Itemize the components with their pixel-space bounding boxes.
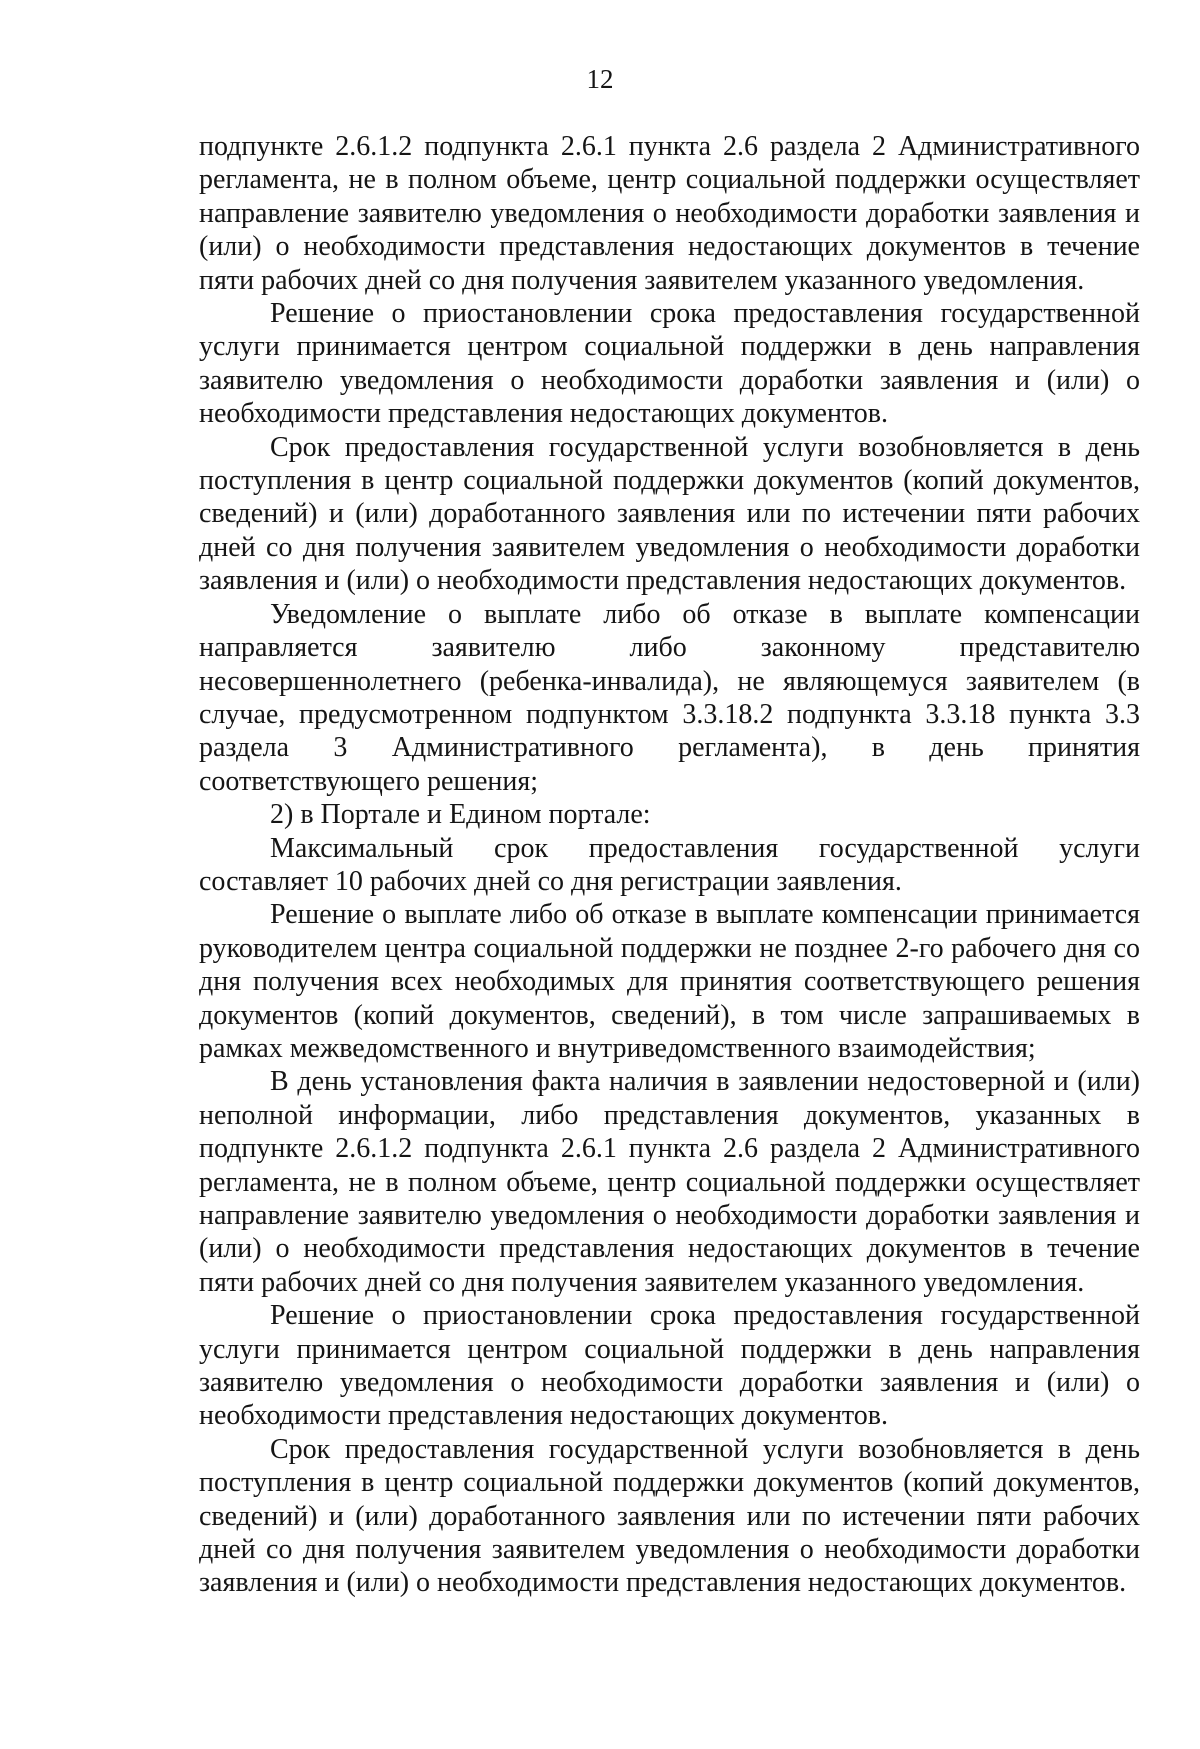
document-body [199,130,1140,1600]
paragraph-max-term: Максимальный срок предоставления государственной услуги составляет 10 рабочих дней со дня регистрации заявления. [199,832,1140,897]
paragraph-term-resumption: Срок предоставления государственной услуги возобновляется в день поступления в центр социальной поддержки документов (копий документов, сведений) и (или) доработанного заявления или по истечении пяти рабочих дней со дня получения заявителем уведомления о необходимости доработки заявления и (или) о необходимости представления недостающих документов. [199,431,1140,597]
paragraph-payment-decision: Решение о выплате либо об отказе в выплате компенсации принимается руководителем центра социальной поддержки не позднее 2-го рабочего дня со дня получения всех необходимых для принятия соответствующего решения документов (копий документов, сведений), в том числе запрашиваемых в рамках межведомственного и внутриведомственного взаимодействия; [199,899,1140,1064]
paragraph-continuation: подпункте 2.6.1.2 подпункта 2.6.1 пункта 2.6 раздела 2 Административного регламента, не в полном объеме, центр социальной поддержки осуществляет направление заявителю уведомления о необходимости доработки заявления и (или) о необходимости представления недостающих документов в течение пяти рабочих дней со дня получения заявителем указанного уведомления. [199,131,1140,296]
paragraph-portal-heading: 2) в Портале и Едином портале: [270,799,651,831]
paragraph-term-resumption-portal: Срок предоставления государственной услуги возобновляется в день поступления в центр социальной поддержки документов (копий документов, сведений) и (или) доработанного заявления или по истечении пяти рабочих дней со дня получения заявителем уведомления о необходимости доработки заявления и (или) о необходимости представления недостающих документов. [199,1433,1140,1599]
paragraph-incomplete-info: В день установления факта наличия в заявлении недостоверной и (или) неполной информации, либо представления документов, указанных в подпункте 2.6.1.2 подпункта 2.6.1 пункта 2.6 раздела 2 Административного регламента, не в полном объеме, центр социальной поддержки осуществляет направление заявителю уведомления о необходимости доработки заявления и (или) о необходимости представления недостающих документов в течение пяти рабочих дней со дня получения заявителем указанного уведомления. [199,1066,1140,1298]
page-number: 12 [586,64,614,94]
paragraph-suspension-decision-portal: Решение о приостановлении срока предоставления государственной услуги принимается центром социальной поддержки в день направления заявителю уведомления о необходимости доработки заявления и (или) о необходимости представления недостающих документов. [199,1300,1140,1432]
paragraph-notification: Уведомление о выплате либо об отказе в выплате компенсации направляется заявителю либо законному представителю несовершеннолетнего (ребенка-инвалида), не являющемуся заявителем (в случае, предусмотренном подпунктом 3.3.18.2 подпункта 3.3.18 пункта 3.3 раздела 3 Административного регламента), в день принятия соответствующего решения; [199,598,1140,797]
paragraph-suspension-decision: Решение о приостановлении срока предоставления государственной услуги принимается центром социальной поддержки в день направления заявителю уведомления о необходимости доработки заявления и (или) о необходимости представления недостающих документов. [199,298,1140,430]
